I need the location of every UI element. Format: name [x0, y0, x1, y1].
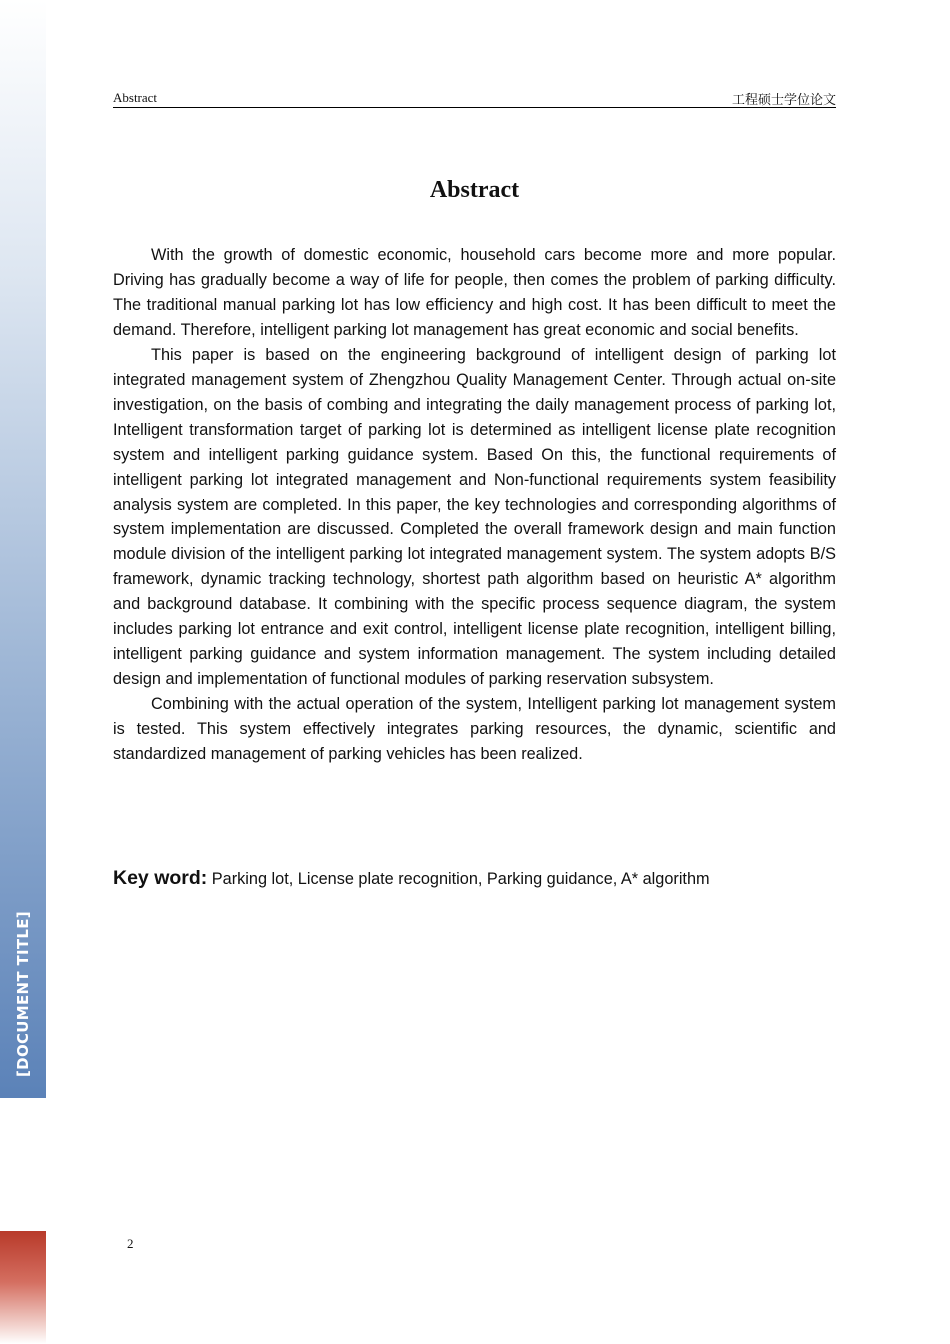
keywords-label: Key word:: [113, 867, 208, 889]
header-thesis-label: 工程硕士学位论文: [731, 92, 836, 107]
abstract-paragraph: This paper is based on the engineering background of intelligent design of parking lot integrated management system of Zhengzhou Quality Management Center. Through actual on-site investigation, on the basis of combing and integrating the daily management process of parking lot, Intelligent transformation target of parking lot is determined as intelligent license plate recognition system and intelligent parking guidance system. Based On this, the functional requirements of intelligent parking lot integrated management and Non-functional requirements system feasibility analysis system are completed. In this paper, the key technologies and corresponding algorithms of system implementation are discussed. Completed the overall framework design and main function module division of the intelligent parking lot integrated management system. The system adopts B/S framework, dynamic tracking technology, shortest path algorithm based on heuristic A* algorithm and background database. It combining with the specific process sequence diagram, the system includes parking lot entrance and exit control, intelligent license plate recognition, intelligent billing, intelligent parking guidance and system information management. The system including detailed design and implementation of functional modules of parking reservation subsystem.: [113, 345, 836, 689]
document-title-vertical: [DOCUMENT TITLE]: [14, 911, 32, 1077]
abstract-title: Abstract: [429, 177, 520, 203]
abstract-paragraph: With the growth of domestic economic, household cars become more and more popular. Driving has gradually become a way of life for people, then comes the problem of parking difficulty. The traditional manual parking lot has low efficiency and high cost. It has been difficult to meet the demand. Therefore, intelligent parking lot management has great economic and social benefits.: [113, 246, 836, 339]
abstract-body: [113, 243, 836, 767]
page-number: 2: [127, 1236, 134, 1251]
side-accent-block: [0, 1231, 46, 1344]
abstract-paragraph: Combining with the actual operation of the system, Intelligent parking lot management system is tested. This system effectively integrates parking resources, the dynamic, scientific and standardized management of parking vehicles has been realized.: [113, 695, 836, 764]
side-decoration-bar: [0, 0, 46, 1098]
header-section-label: Abstract: [113, 90, 158, 105]
running-header: [113, 89, 836, 108]
keywords-line: [113, 865, 836, 892]
keywords-list: Parking lot, License plate recognition, Parking guidance, A* algorithm: [211, 870, 710, 888]
